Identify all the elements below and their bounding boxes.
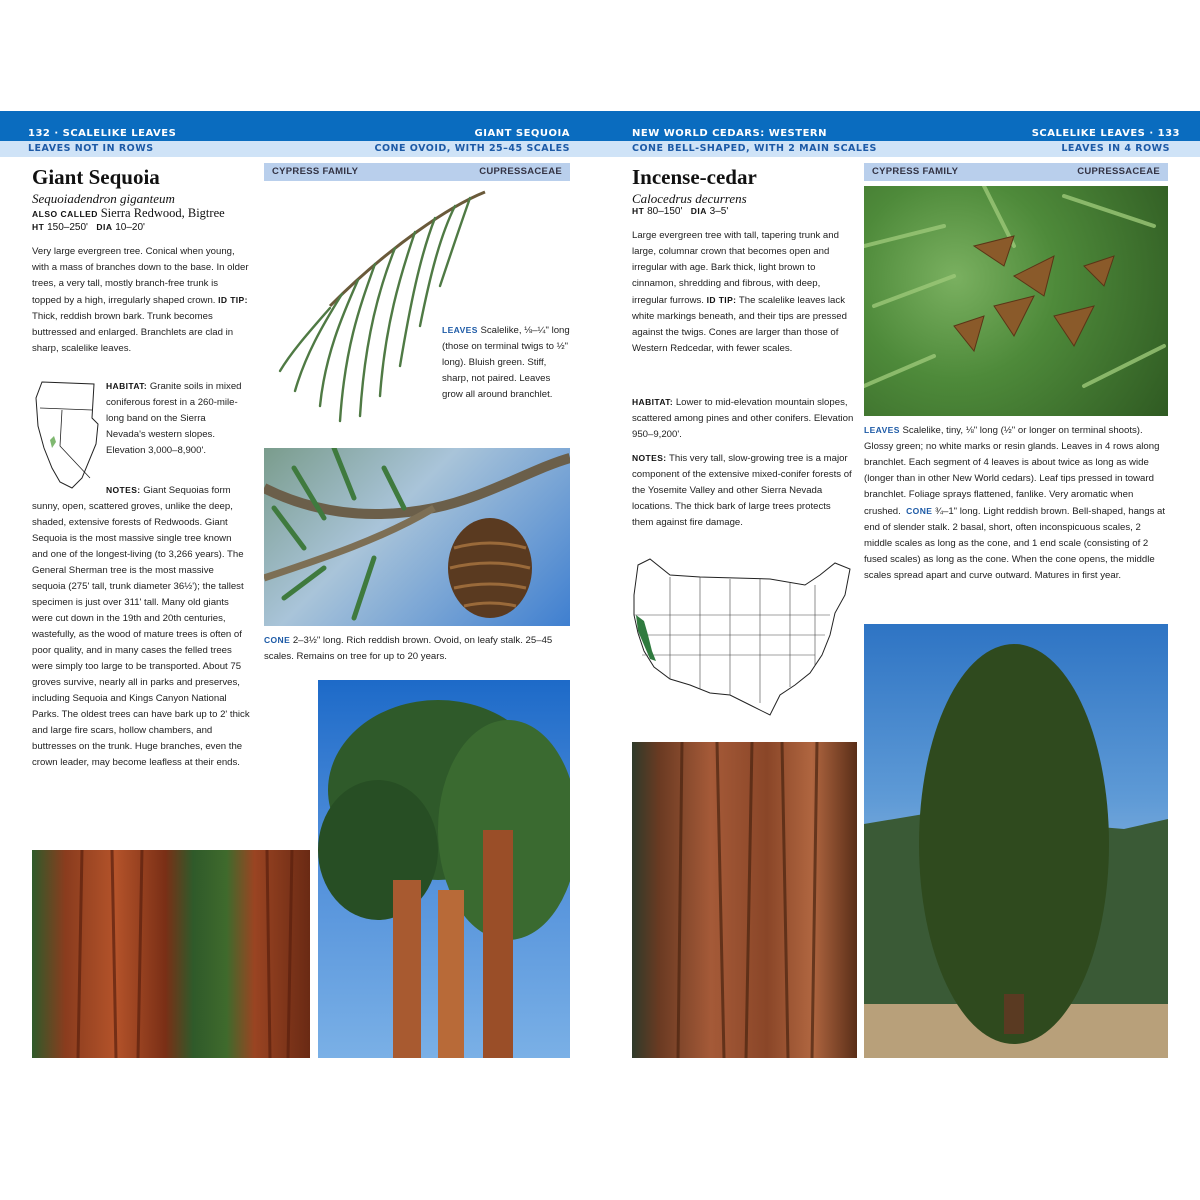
leaves-text: Scalelike, tiny, ⅛" long (½" or longer on terminal shoots). Glossy green; no white marks or resin glands. Leaves in 4 rows along branchlet. Each segment of 4 leaves is about twice as long as wide (longer than in other New World cedars). Leaf tips pressed in toward branchlet. Foliage sprays flattened, fanlike. Very aromatic when crushed. xyxy=(864,425,1160,517)
id-tip-label: ID TIP: xyxy=(218,295,248,305)
notes xyxy=(632,450,854,531)
height-label: HT xyxy=(632,206,645,216)
habitat-label: HABITAT: xyxy=(632,397,674,407)
habitat-text: Lower to mid-elevation mountain slopes, scattered among pines and other conifers. Elevation 950–9,200'. xyxy=(632,397,854,440)
us-range-map xyxy=(630,555,855,725)
height-value: 150–250' xyxy=(47,222,88,233)
diameter-label: DIA xyxy=(96,222,113,232)
left-page-number: 132 · SCALELIKE LEAVES xyxy=(28,128,177,139)
sequoia-grove-photo xyxy=(318,680,570,1058)
habitat-label: HABITAT: xyxy=(106,381,148,391)
incense-cedar-tree-photo xyxy=(864,624,1168,1058)
height-value: 80–150' xyxy=(647,206,683,217)
cone-label: CONE xyxy=(906,506,933,516)
also-called xyxy=(32,206,225,221)
cone-caption xyxy=(264,632,570,665)
incense-cedar-bark-photo xyxy=(632,742,857,1058)
species-title: Giant Sequoia xyxy=(32,165,160,189)
cone-label: CONE xyxy=(264,635,291,645)
family-label: CYPRESS FAMILY xyxy=(272,166,359,177)
sequoia-bark-photo xyxy=(32,850,310,1058)
height-label: HT xyxy=(32,222,45,232)
also-called-label: ALSO CALLED xyxy=(32,209,98,219)
diameter-label: DIA xyxy=(690,206,707,216)
notes-label: NOTES: xyxy=(632,453,667,463)
description xyxy=(32,244,250,357)
description xyxy=(632,228,854,357)
description-text-2: Thick, reddish brown bark. Trunk becomes buttressed and enlarged. Branchlets are clad in sharp, scalelike leaves. xyxy=(32,311,234,354)
diameter-value: 10–20' xyxy=(115,222,145,233)
notes-text: Giant Sequoias form sunny, open, scattered groves, unlike the deep, shaded, extensive forests of Redwoods. Giant Sequoia is the most massive single tree known and one of the longest-living (to 3,266 years). The General Sherman tree is the most massive sequoia (275' tall, trunk diameter 36½'); the tallest specimen is just over 311' tall. Many old giants were cut down in the 19th and 20th centuries, wastefully, as the wood of mature trees is often of poor quality, and in many cases the felled trees were simply too large to be transported. About 75 groves survive, nearly all in parks and preserves, including Sequoia and Kings Canyon National Parks. The oldest trees can have bark up to 2' thick and large fire scars, hollow chambers, and buttresses on the trunk. Huge branches, even the crown leader, may become leafless at their ends. xyxy=(32,485,250,768)
scientific-name: Sequoiadendron giganteum xyxy=(32,191,175,206)
leaves-cone-caption xyxy=(864,422,1168,584)
cone-photo xyxy=(264,448,570,626)
right-page-sub: LEAVES IN 4 ROWS xyxy=(1061,143,1170,154)
left-page-sub: LEAVES NOT IN ROWS xyxy=(28,143,154,154)
notes-text: This very tall, slow-growing tree is a major component of the extensive mixed-conifer forests of the Yosemite Valley and other Sierra Nevada locations. The thick bark of large trees protects them against fire damage. xyxy=(632,453,852,528)
habitat xyxy=(632,394,854,443)
right-group-sub: CONE BELL-SHAPED, WITH 2 MAIN SCALES xyxy=(632,143,877,154)
cone-text: ¾–1" long. Light reddish brown. Bell-shaped, hangs at end of slender stalk. 2 basal, short, often inconspicuous scales, 2 middle scales as long as the cone, and 1 end scale (consisting of 2 fused scales) as long as the cone. When the cone opens, the middle scales spread apart and curve outward. Matures in first year. xyxy=(864,506,1166,581)
left-species-header: GIANT SEQUOIA xyxy=(474,128,570,139)
habitat-text: Granite soils in mixed coniferous forest in a 260-mile-long band on the Sierra Nevada's western slopes. Elevation 3,000–8,900'. xyxy=(106,381,242,456)
right-page-number: SCALELIKE LEAVES · 133 xyxy=(1031,128,1180,139)
also-called-value: Sierra Redwood, Bigtree xyxy=(100,206,225,220)
range-map xyxy=(32,378,102,493)
habitat xyxy=(106,378,246,459)
id-tip-label: ID TIP: xyxy=(706,295,737,305)
notes xyxy=(32,482,250,771)
leaves-caption xyxy=(442,322,570,403)
description-text: Very large evergreen tree. Conical when young, with a mass of branches down to the base. In older trees, a very tall, mostly branch-free trunk is topped by a high, irregularly shaped crown. xyxy=(32,246,249,306)
leaves-label: LEAVES xyxy=(442,325,478,335)
dimensions xyxy=(32,222,145,233)
dimensions xyxy=(632,206,728,217)
left-species-sub: CONE OVOID, WITH 25–45 SCALES xyxy=(374,143,570,154)
foliage-cones-photo xyxy=(864,186,1168,416)
right-family-bar xyxy=(864,163,1168,181)
scientific-name: Calocedrus decurrens xyxy=(632,191,747,206)
family-label: CYPRESS FAMILY xyxy=(872,166,959,177)
left-family-bar xyxy=(264,163,570,181)
cone-text: 2–3½" long. Rich reddish brown. Ovoid, on leafy stalk. 25–45 scales. Remains on tree for up to 20 years. xyxy=(264,635,553,662)
description-text-2: The scalelike leaves lack white markings beneath, and their tips are pressed against the twigs. Cones are larger than those of Western Redcedar, with fewer scales. xyxy=(632,295,847,354)
right-group-header: NEW WORLD CEDARS: WESTERN xyxy=(632,128,827,139)
leaves-label: LEAVES xyxy=(864,425,900,435)
leaves-text: Scalelike, ⅛–¼" long (those on terminal twigs to ½" long). Bluish green. Stiff, sharp, not paired. Leaves grow all around branchlet. xyxy=(442,325,570,400)
species-title: Incense-cedar xyxy=(632,165,757,189)
notes-label: NOTES: xyxy=(106,485,141,495)
diameter-value: 3–5' xyxy=(709,206,729,217)
description-text: Large evergreen tree with tall, tapering trunk and large, columnar crown that becomes open and irregular with age. Bark thick, light brown to cinnamon, shredding and fibrous, with deep, irregular furrows. xyxy=(632,230,839,306)
family-latin: CUPRESSACEAE xyxy=(479,166,562,177)
family-latin: CUPRESSACEAE xyxy=(1077,166,1160,177)
